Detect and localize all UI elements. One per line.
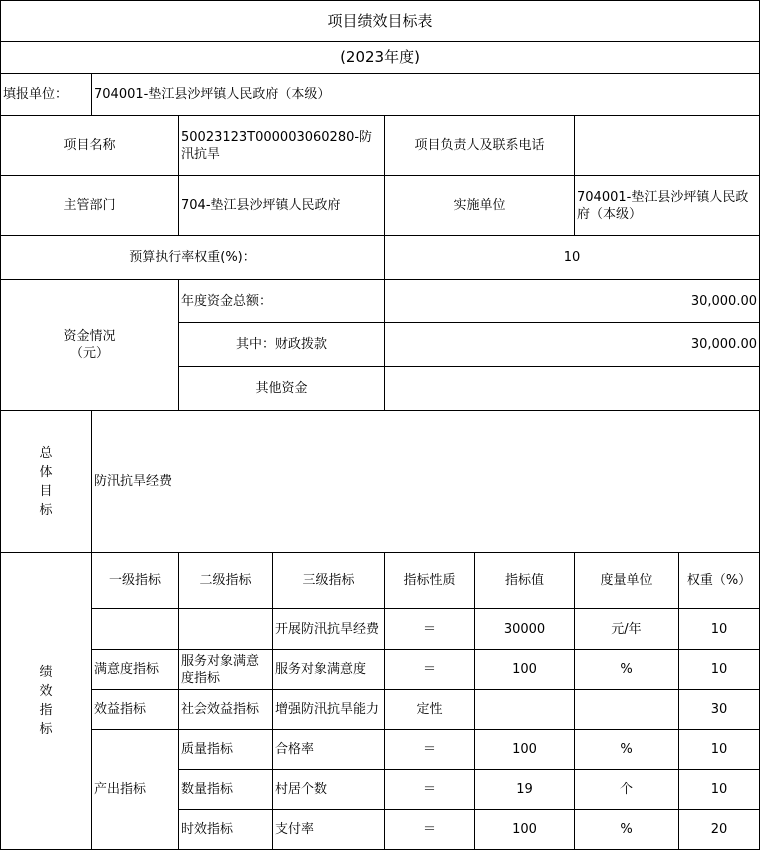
row2-weight: 10: [679, 650, 760, 690]
header-level2: 二级指标: [179, 553, 273, 609]
row3-weight: 30: [679, 690, 760, 730]
header-weight: 权重（%）: [679, 553, 760, 609]
funds-total-row: [1, 280, 760, 323]
title-row: [1, 1, 760, 42]
header-nature: 指标性质: [385, 553, 475, 609]
table-row: [1, 609, 760, 650]
row2-nature: ＝: [385, 650, 475, 690]
department-row: [1, 176, 760, 236]
overall-goal-value: 防汛抗旱经费: [92, 411, 760, 553]
reporting-unit-row: [1, 74, 760, 116]
row5-unit: 个: [575, 770, 679, 810]
funds-fiscal-label: 其中：财政拨款: [179, 323, 385, 367]
reporting-unit-value: 704001-垫江县沙坪镇人民政府（本级）: [92, 74, 760, 116]
row1-level3: 开展防汛抗旱经费: [273, 609, 385, 650]
row3-level1: 效益指标: [92, 690, 179, 730]
row3-value: [475, 690, 575, 730]
project-name-value: 50023123T000003060280-防汛抗旱: [179, 116, 385, 176]
row5-level3: 村居个数: [273, 770, 385, 810]
row5-weight: 10: [679, 770, 760, 810]
budget-weight-label: 预算执行率权重(%)：: [1, 236, 385, 280]
table-row: [1, 690, 760, 730]
header-level1: 一级指标: [92, 553, 179, 609]
row3-level3: 增强防汛抗旱能力: [273, 690, 385, 730]
row1-weight: 10: [679, 609, 760, 650]
row6-level3: 支付率: [273, 810, 385, 850]
funds-other-value: [385, 367, 760, 411]
funds-other-label: 其他资金: [179, 367, 385, 411]
table-row: [1, 650, 760, 690]
row1-level2: [179, 609, 273, 650]
year-row: [1, 42, 760, 74]
row4-value: 100: [475, 730, 575, 770]
row4-weight: 10: [679, 730, 760, 770]
row6-value: 100: [475, 810, 575, 850]
header-unit: 度量单位: [575, 553, 679, 609]
department-label: 主管部门: [1, 176, 179, 236]
output-indicator-label: 产出指标: [92, 730, 179, 850]
row3-level2: 社会效益指标: [179, 690, 273, 730]
row6-level2: 时效指标: [179, 810, 273, 850]
row1-nature: ＝: [385, 609, 475, 650]
row2-level3: 服务对象满意度: [273, 650, 385, 690]
row1-level1: [92, 609, 179, 650]
row5-value: 19: [475, 770, 575, 810]
row6-nature: ＝: [385, 810, 475, 850]
funds-label-line2: （元）: [69, 346, 109, 361]
funds-label-line1: 资金情况: [63, 329, 116, 344]
row2-unit: %: [575, 650, 679, 690]
row2-level2: 服务对象满意度指标: [179, 650, 273, 690]
row4-nature: ＝: [385, 730, 475, 770]
overall-goal-label: 总 体 目 标: [1, 411, 92, 553]
reporting-unit-label: 填报单位：: [1, 74, 92, 116]
row5-nature: ＝: [385, 770, 475, 810]
header-level3: 三级指标: [273, 553, 385, 609]
row2-value: 100: [475, 650, 575, 690]
row1-unit: 元/年: [575, 609, 679, 650]
funds-total-value: 30,000.00: [385, 280, 760, 323]
row4-level2: 质量指标: [179, 730, 273, 770]
project-row: [1, 116, 760, 176]
project-contact-value: [575, 116, 760, 176]
indicator-header-row: [1, 553, 760, 609]
row2-level1: 满意度指标: [92, 650, 179, 690]
table-row: [1, 730, 760, 770]
performance-indicators-label: 绩 效 指 标: [1, 553, 92, 850]
row5-level2: 数量指标: [179, 770, 273, 810]
implementing-unit-label: 实施单位: [385, 176, 575, 236]
row1-value: 30000: [475, 609, 575, 650]
row6-unit: %: [575, 810, 679, 850]
funds-total-label: 年度资金总额：: [179, 280, 385, 323]
sheet-year: (2023年度): [1, 42, 760, 74]
row4-unit: %: [575, 730, 679, 770]
project-name-label: 项目名称: [1, 116, 179, 176]
row3-unit: [575, 690, 679, 730]
project-contact-label: 项目负责人及联系电话: [385, 116, 575, 176]
implementing-unit-value: 704001-垫江县沙坪镇人民政府（本级）: [575, 176, 760, 236]
budget-weight-value: 10: [385, 236, 760, 280]
row6-weight: 20: [679, 810, 760, 850]
overall-goal-row: [1, 411, 760, 553]
header-value: 指标值: [475, 553, 575, 609]
funds-fiscal-value: 30,000.00: [385, 323, 760, 367]
row3-nature: 定性: [385, 690, 475, 730]
sheet-title: 项目绩效目标表: [1, 1, 760, 42]
budget-weight-row: [1, 236, 760, 280]
department-value: 704-垫江县沙坪镇人民政府: [179, 176, 385, 236]
funds-label: [1, 280, 179, 411]
row4-level3: 合格率: [273, 730, 385, 770]
